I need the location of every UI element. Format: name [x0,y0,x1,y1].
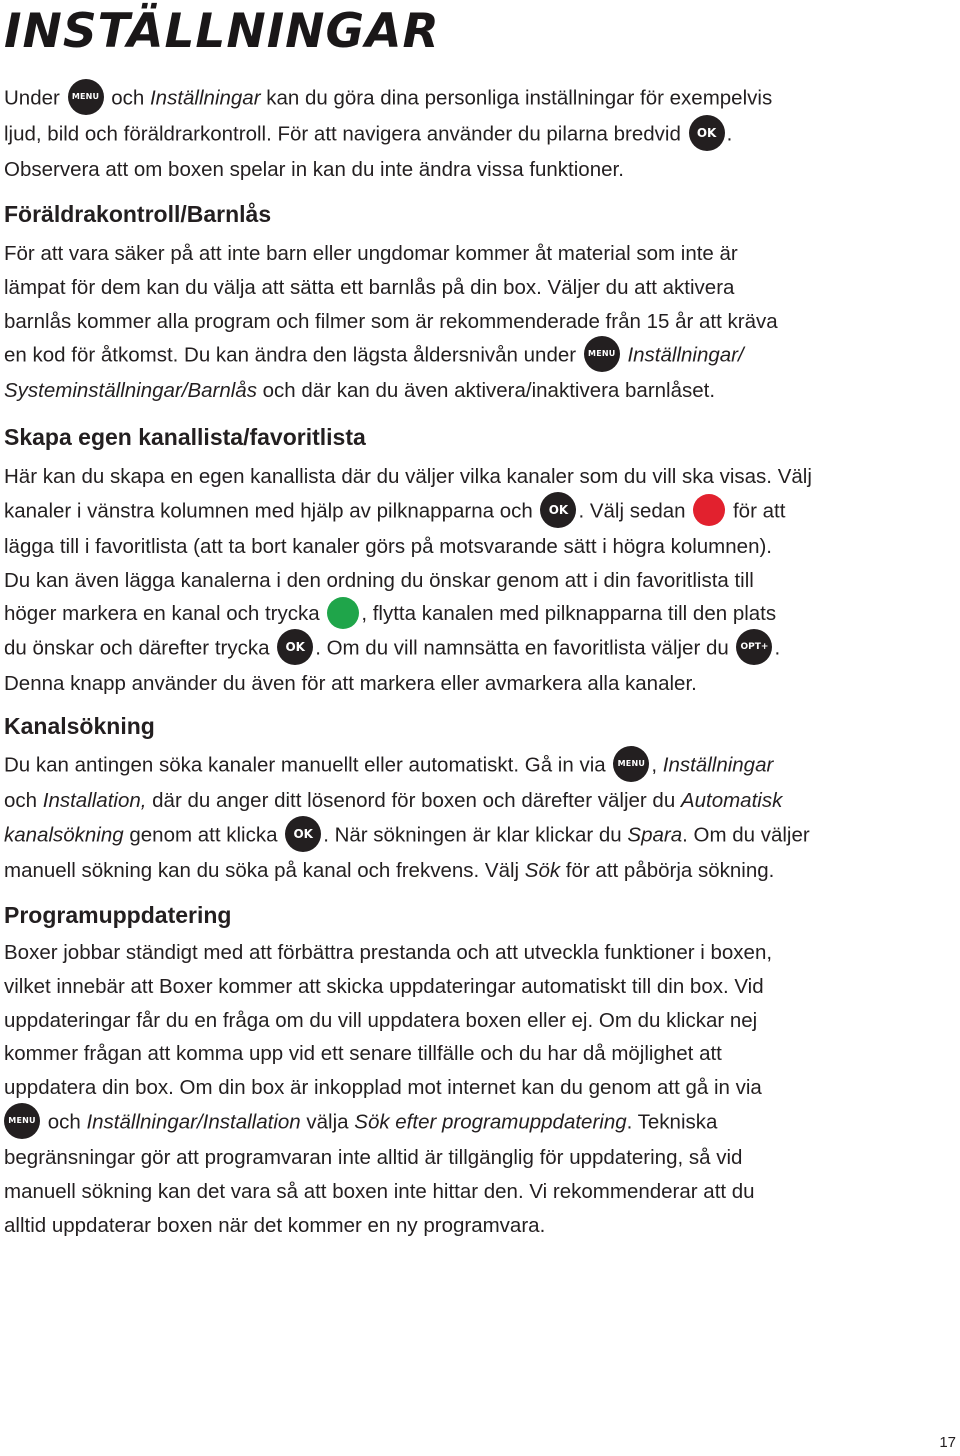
intro-line-2 [4,117,954,153]
text: Du kan antingen söka kanaler manuellt eller automatiskt. Gå in via [4,753,612,777]
text: . Om du väljer [682,823,810,847]
text: . [774,636,781,660]
text-italic: Systeminställningar/Barnlås [4,379,257,403]
text-line: Denna knapp använder du även för att markera eller avmarkera alla kanaler. [4,672,697,696]
text-italic: kanalsökning [4,823,124,847]
ok-button-icon: OK [285,816,321,852]
intro-line-3: Observera att om boxen spelar in kan du inte ändra vissa funktioner. [4,158,624,181]
ok-button-icon: OK [540,492,576,528]
text: . Om du vill namnsätta en favoritlista väljer du [315,636,735,660]
text: för att [727,499,786,523]
text: och där kan du även aktivera/inaktivera barnlåset. [256,379,716,403]
text: Under [4,86,66,110]
text-line: kommer frågan att komma upp vid ett senare tillfälle och du har då möjlighet att [4,1042,722,1066]
text: en kod för åtkomst. Du kan ändra den lägsta åldersnivån under [4,343,582,367]
text: ljud, bild och föräldrarkontroll. För att navigera använder du pilarna bredvid [4,122,687,146]
green-button-icon [327,597,359,629]
text-line: lämpat för dem kan du välja att sätta ett barnlås på din box. Väljer du att aktivera [4,275,735,299]
text-line [4,631,954,667]
parental-paragraph [4,237,954,408]
text-line: uppdatera din box. Om din box är inkopplad mot internet kan du genom att gå in via [4,1076,762,1100]
red-button-icon [693,494,725,526]
scan-paragraph [4,748,954,888]
text-line: Här kan du skapa en egen kanallista där du väljer vilka kanaler som du vill ska visas. Välj [4,465,812,488]
text: . När sökningen är klar klickar du [323,823,628,847]
favorites-paragraph [4,460,954,701]
update-paragraph [4,936,954,1242]
text-line: alltid uppdaterar boxen när det kommer en ny programvara. [4,1213,546,1237]
intro-paragraph [4,81,954,187]
text: kan du göra dina personliga inställningar för exempelvis [260,86,773,110]
section-heading-scan: Kanalsökning [4,713,155,739]
text: och [4,789,43,812]
text-italic: Automatisk [680,789,783,812]
text-line [4,597,954,631]
text-line: manuell sökning kan det vara så att boxen inte hittar den. Vi rekommenderar att du [4,1179,755,1203]
text-italic: Inställningar/Installation [86,1110,301,1134]
text: för att påbörja sökning. [560,858,775,882]
text-line [4,1105,954,1141]
text-line [4,494,954,530]
section-heading-parental: Föräldrakontroll/Barnlås [4,201,272,227]
text-line: För att vara säker på att inte barn eller ungdomar kommer åt material som inte är [4,242,738,265]
text-line [4,374,954,408]
text: där du anger ditt lösenord för boxen och därefter väljer du [146,789,681,812]
text: du önskar och därefter trycka [4,636,276,660]
text: höger markera en kanal och trycka [4,602,326,626]
text-line: lägga till i favoritlista (att ta bort kanaler görs på motsvarande sätt i högra kolumnen). [4,534,772,558]
ok-button-icon: OK [689,115,725,151]
text: genom att klicka [123,823,284,847]
text-line: Boxer jobbar ständigt med att förbättra prestanda och att utveckla funktioner i boxen, [4,941,773,964]
menu-button-icon: MENU [584,336,620,372]
text-line: Du kan även lägga kanalerna i den ordning du önskar genom att i din favoritlista till [4,568,754,592]
text-line: vilket innebär att Boxer kommer att skicka uppdateringar automatiskt till din box. Vid [4,974,764,998]
page-number: 17 [939,1434,956,1451]
text: . Tekniska [626,1110,718,1134]
opt-plus-button-icon: OPT+ [736,629,772,665]
text-line: barnlås kommer alla program och filmer som är rekommenderade från 15 år att kräva [4,309,778,333]
intro-line-1 [4,81,954,117]
text: kanaler i vänstra kolumnen med hjälp av pilknapparna och [4,499,539,523]
text-italic: Installation, [42,789,147,812]
text: . [726,122,733,146]
text-italic: Spara [627,823,683,847]
text: , flytta kanalen med pilknapparna till den plats [361,602,777,626]
text-line [4,784,954,818]
section-heading-favorites: Skapa egen kanallista/favoritlista [4,424,366,450]
text-line [4,748,954,784]
menu-button-icon: MENU [4,1103,40,1139]
menu-button-icon: MENU [613,746,649,782]
text: välja [300,1110,355,1134]
text-italic: Inställningar [149,86,261,110]
text-italic: Inställningar/ [621,343,744,367]
text-line [4,818,954,854]
text-line [4,854,954,888]
text: . Välj sedan [578,499,692,523]
text: och [42,1110,87,1134]
section-heading-update: Programuppdatering [4,902,232,928]
ok-button-icon: OK [277,629,313,665]
text-italic: Sök efter programuppdatering [354,1110,627,1134]
text: och [105,86,150,110]
page-title: INSTÄLLNINGAR [4,4,440,59]
text-italic: Inställningar [662,753,774,777]
text-line: uppdateringar får du en fråga om du vill uppdatera boxen eller ej. Om du klickar nej [4,1008,758,1032]
text: manuell sökning kan du söka på kanal och frekvens. Välj [4,858,525,882]
menu-button-icon: MENU [68,79,104,115]
text-italic: Sök [524,858,561,882]
text-line [4,338,954,374]
text-line: begränsningar gör att programvaran inte alltid är tillgänglig för uppdatering, så vid [4,1145,743,1169]
text: , [651,753,663,777]
